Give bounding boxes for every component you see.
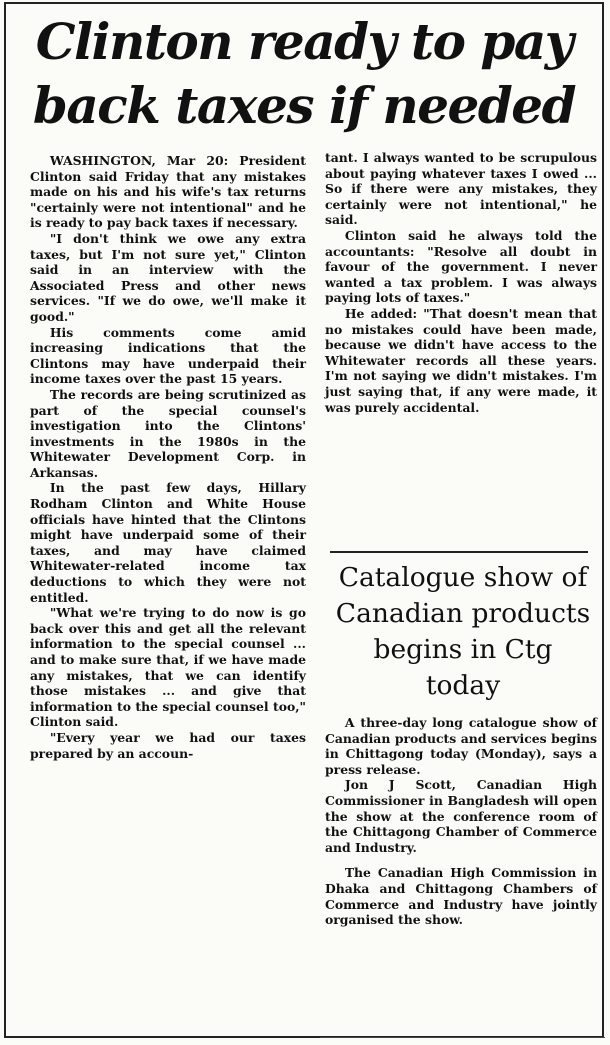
headline-line-4: today [425, 670, 501, 701]
article-headline [8, 10, 600, 138]
bottom-rule [320, 1037, 605, 1038]
body-paragraph: Jon J Scott, Canadian High Commissioner in Bangladesh will open the show at the conference room of the Chittagong Chamber of Commerce and Industry. [325, 777, 597, 855]
body-paragraph-continued: tant. I always wanted to be scrupulous about paying whatever taxes I owed ... So if there were any mistakes, they certainly were not intentional," he said. [325, 150, 597, 228]
body-paragraph: "Every year we had our taxes prepared by an accoun- [30, 729, 306, 761]
second-article-headline [318, 560, 608, 704]
body-paragraph: WASHINGTON, Mar 20: President Clinton said Friday that any mistakes made on his and his wife's tax returns "certainly were not intentional" and he is ready to pay back taxes if necessary. [30, 153, 306, 231]
headline-line-3: begins in Ctg [373, 634, 553, 665]
article-divider [330, 551, 588, 553]
body-paragraph: His comments come amid increasing indications that the Clintons may have underpaid their income taxes over the past 15 years. [30, 324, 306, 387]
headline-line-1: Catalogue show of [338, 562, 588, 593]
body-paragraph: In the past few days, Hillary Rodham Clinton and White House officials have hinted that the Clintons might have underpaid some of their taxes, and may have claimed Whitewater-related income tax deductions to which they were not entitled. [30, 480, 306, 605]
body-paragraph: He added: "That doesn't mean that no mistakes could have been made, because we didn't have access to the Whitewater records all these years. I'm not saying we didn't mistakes. I'm just saying that, if any were made, it was purely accidental. [325, 305, 597, 415]
headline-line-2: Canadian products [335, 598, 591, 629]
body-paragraph: "I don't think we owe any extra taxes, but I'm not sure yet," Clinton said in an interview with the Associated Press and other news services. "If we do owe, we'll make it good." [30, 230, 306, 324]
body-paragraph: Clinton said he always told the accountants: "Resolve all doubt in favour of the government. I never wanted a tax problem. I was always paying lots of taxes." [325, 227, 597, 306]
headline-line-2: back taxes if needed [32, 76, 576, 135]
second-article-body [325, 715, 597, 928]
body-paragraph: "What we're trying to do now is go back over this and get all the relevant information to the special counsel ... and to make sure that, if we have made any mistakes, that we can identify those mistakes ... and give that information to the special counsel too," Clinton said. [30, 605, 306, 730]
paragraph-gap [325, 855, 597, 865]
body-paragraph: A three-day long catalogue show of Canadian products and services begins in Chittagong today (Monday), says a press release. [325, 715, 597, 777]
headline-line-1: Clinton ready to pay [35, 12, 573, 71]
article-body-right-column [325, 150, 597, 415]
body-paragraph: The Canadian High Commission in Dhaka and Chittagong Chambers of Commerce and Industry have jointly organised the show. [325, 865, 597, 928]
body-paragraph: The records are being scrutinized as part of the special counsel's investigation into the Clintons' investments in the 1980s in the Whitewater Development Corp. in Arkansas. [30, 386, 306, 480]
article-body-left-column [30, 153, 306, 761]
